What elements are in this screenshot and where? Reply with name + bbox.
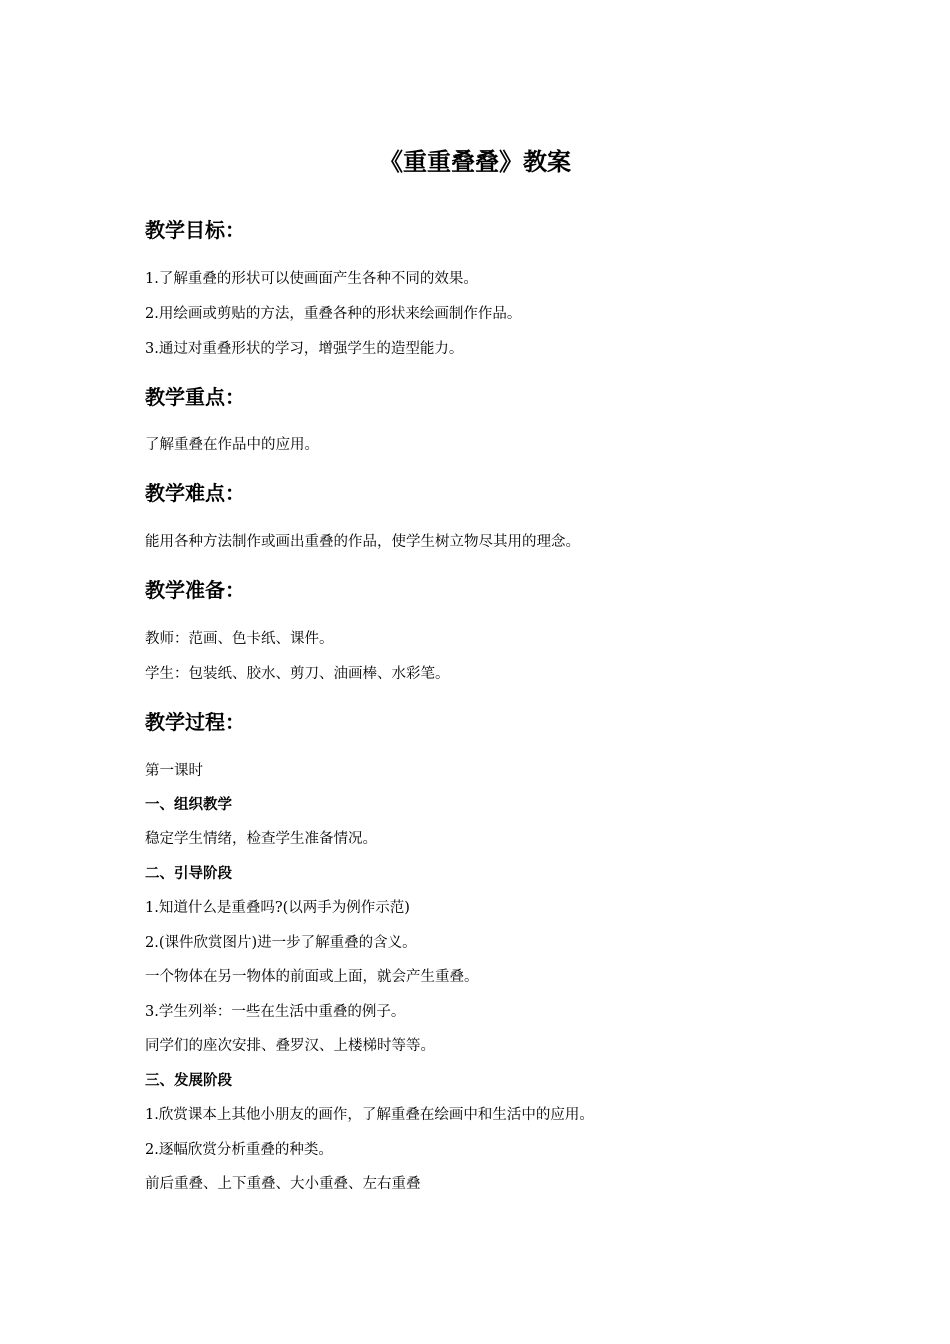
section-title: 三、发展阶段	[145, 1073, 232, 1089]
preparation-student: 学生：包装纸、胶水、剪刀、油画棒、水彩笔。	[145, 666, 450, 682]
section-line: 稳定学生情绪，检查学生准备情况。	[145, 831, 377, 847]
section-title: 二、引导阶段	[145, 866, 232, 882]
objective-item: 3.通过对重叠形状的学习，增强学生的造型能力。	[145, 341, 464, 357]
preparation-heading: 教学准备：	[145, 578, 245, 602]
section-line: 1.欣赏课本上其他小朋友的画作，了解重叠在绘画中和生活中的应用。	[145, 1107, 594, 1123]
section-line: 2.(课件欣赏图片)进一步了解重叠的含义。	[145, 935, 417, 951]
section-line: 3.学生列举：一些在生活中重叠的例子。	[145, 1004, 406, 1020]
objectives-heading: 教学目标：	[145, 218, 245, 242]
key-points-text: 了解重叠在作品中的应用。	[145, 437, 319, 453]
section-title: 一、组织教学	[145, 797, 232, 813]
objective-item: 2.用绘画或剪贴的方法，重叠各种的形状来绘画制作作品。	[145, 306, 522, 322]
section-line: 一个物体在另一物体的前面或上面，就会产生重叠。	[145, 969, 479, 985]
preparation-teacher: 教师：范画、色卡纸、课件。	[145, 631, 334, 647]
section-line: 2.逐幅欣赏分析重叠的种类。	[145, 1142, 333, 1158]
document-title: 《重重叠叠》教案	[379, 148, 571, 176]
section-line: 同学们的座次安排、叠罗汉、上楼梯时等等。	[145, 1038, 435, 1054]
process-heading: 教学过程：	[145, 710, 245, 734]
key-points-heading: 教学重点：	[145, 385, 245, 409]
section-line: 前后重叠、上下重叠、大小重叠、左右重叠	[145, 1176, 421, 1192]
difficulties-text: 能用各种方法制作或画出重叠的作品，使学生树立物尽其用的理念。	[145, 534, 580, 550]
difficulties-heading: 教学难点：	[145, 481, 245, 505]
objective-item: 1.了解重叠的形状可以使画面产生各种不同的效果。	[145, 271, 478, 287]
lesson-label: 第一课时	[145, 763, 203, 779]
section-line: 1.知道什么是重叠吗?(以两手为例作示范)	[145, 900, 410, 916]
